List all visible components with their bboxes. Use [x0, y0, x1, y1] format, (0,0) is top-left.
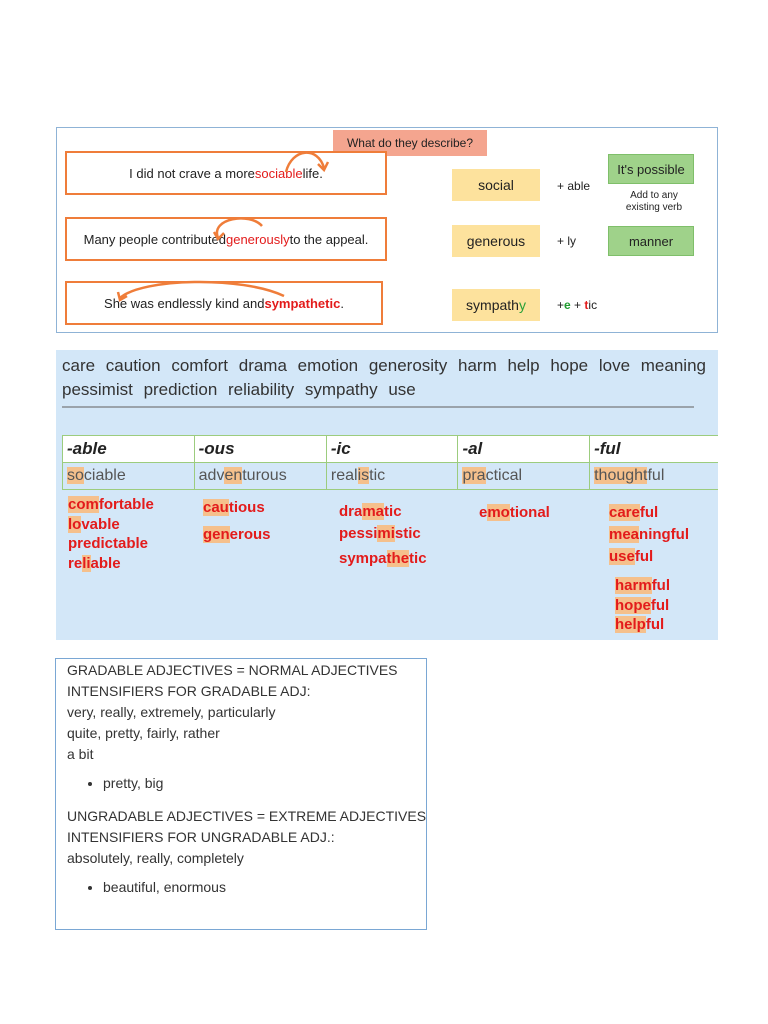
- example-cell: [458, 463, 590, 490]
- root-word: generous: [466, 233, 526, 249]
- plus-sign: +: [557, 298, 565, 312]
- note-line: a bit: [67, 746, 94, 762]
- list-item: [68, 534, 154, 554]
- example-highlight: en: [224, 467, 243, 484]
- example-rest: turous: [242, 467, 287, 484]
- word-rest: dictable: [91, 535, 149, 552]
- list-item: [339, 501, 427, 523]
- list-item: [615, 615, 670, 635]
- word-start: e: [479, 504, 488, 521]
- column-header: -ful: [590, 436, 718, 463]
- example-cell: [63, 463, 195, 490]
- word-rest: ful: [645, 616, 665, 633]
- curve-arrow-icon: [112, 276, 292, 302]
- suffix-letter: t: [584, 298, 589, 312]
- word-highlight: use: [609, 548, 635, 565]
- example-rest: ctical: [485, 467, 523, 484]
- root-word: social: [478, 177, 514, 193]
- word-rest: tional: [509, 504, 550, 521]
- ful-word-column-2: [615, 576, 670, 635]
- possible-box: It's possible: [608, 154, 694, 184]
- word-highlight: com: [68, 496, 99, 513]
- word-highlight: mea: [609, 526, 640, 543]
- word-rest: ful: [634, 548, 654, 565]
- example-highlight: is: [357, 467, 370, 484]
- highlighted-word: generously: [225, 231, 290, 247]
- word-highlight: mo: [487, 504, 510, 521]
- example-highlight: pra: [462, 467, 486, 484]
- manner-box: manner: [608, 226, 694, 256]
- list-item: [339, 548, 427, 570]
- example-start: adv: [198, 467, 225, 484]
- root-word-ending: y: [518, 297, 526, 313]
- column-header: -able: [63, 436, 195, 463]
- word-rest: tic: [409, 550, 427, 567]
- bullet-item: • pretty, big: [103, 773, 426, 794]
- note-line: GRADABLE ADJECTIVES = NORMAL ADJECTIVES: [67, 662, 398, 678]
- suffix-letters: ic: [588, 298, 598, 312]
- example-cell: [326, 463, 458, 490]
- list-item: [203, 494, 271, 521]
- suffix-label: + ly: [557, 234, 577, 248]
- sentence-text: life.: [302, 165, 323, 181]
- highlighted-word: sympathetic: [264, 295, 341, 311]
- suffix-letter: e: [564, 298, 571, 312]
- note-line: quite, pretty, fairly, rather: [67, 725, 220, 741]
- note-line: UNGRADABLE ADJECTIVES = EXTREME ADJECTIVES: [67, 808, 427, 824]
- bullet-list: [67, 877, 426, 898]
- sentence-box-1: [65, 151, 387, 195]
- possible-note: Add to any existing verb: [625, 190, 683, 213]
- word-highlight: hope: [615, 596, 651, 614]
- list-item: [615, 596, 670, 616]
- root-word-box: [452, 289, 540, 321]
- note-line: INTENSIFIERS FOR UNGRADABLE ADJ.:: [67, 829, 335, 845]
- list-item: [339, 523, 427, 545]
- ous-word-column: [203, 494, 271, 548]
- curve-arrow-icon: [210, 214, 268, 242]
- root-word-box: [452, 169, 540, 201]
- suffix-label: + able: [557, 179, 591, 193]
- list-item: [609, 546, 689, 568]
- suffix-table-panel: [56, 350, 718, 640]
- column-header: -ic: [326, 436, 458, 463]
- root-word-box: [452, 225, 540, 257]
- root-word: sympath: [466, 297, 519, 313]
- suffix-label: [557, 298, 597, 312]
- diagram-header: What do they describe?: [333, 130, 487, 156]
- example-rest: tic: [369, 467, 386, 484]
- word-rest: ningful: [639, 526, 690, 543]
- bullet-item: • beautiful, enormous: [103, 877, 426, 898]
- example-cell: [590, 463, 718, 490]
- list-item: [68, 554, 154, 574]
- suffix-table: [62, 435, 718, 490]
- able-word-column: [68, 495, 154, 573]
- divider: [62, 406, 694, 408]
- word-highlight: help: [615, 616, 646, 633]
- ic-word-column: [339, 501, 427, 570]
- word-rest: able: [90, 554, 121, 572]
- example-rest: ful: [647, 467, 665, 484]
- column-header: -al: [458, 436, 590, 463]
- word-highlight: cau: [203, 499, 229, 516]
- word-highlight: mi: [377, 525, 395, 542]
- word-rest: tic: [384, 503, 402, 520]
- sentence-text: She was endlessly kind and: [104, 295, 265, 311]
- word-start: re: [68, 554, 83, 572]
- list-item: [609, 502, 689, 524]
- word-rest: erous: [229, 526, 271, 543]
- example-highlight: thought: [594, 467, 648, 484]
- word-start: sympa: [339, 550, 387, 567]
- list-item: [203, 521, 271, 548]
- word-rest: ful: [650, 596, 670, 614]
- table-example-row: [63, 463, 719, 490]
- word-highlight: lo: [68, 515, 82, 533]
- word-highlight: li: [82, 554, 91, 572]
- list-item: [609, 524, 689, 546]
- curve-arrow-icon: [282, 146, 332, 176]
- sentence-text: .: [340, 295, 344, 311]
- word-start: pessi: [339, 525, 378, 542]
- note-line: very, really, extremely, particularly: [67, 704, 276, 720]
- word-start: pre: [68, 535, 92, 552]
- list-item: [68, 495, 154, 515]
- list-item: [615, 576, 670, 596]
- word-rest: tious: [228, 499, 265, 516]
- example-start: real: [330, 467, 358, 484]
- note-line: INTENSIFIERS FOR GRADABLE ADJ:: [67, 683, 311, 699]
- sentence-text: I did not crave a more: [129, 165, 255, 181]
- word-rest: vable: [81, 515, 120, 533]
- word-highlight: the: [386, 550, 410, 567]
- example-cell: [194, 463, 326, 490]
- word-rest: stic: [394, 525, 421, 542]
- bullet-list: [67, 773, 426, 794]
- list-item: [479, 503, 550, 523]
- table-header-row: [63, 436, 719, 463]
- word-highlight: care: [609, 504, 640, 521]
- word-highlight: gen: [203, 526, 230, 543]
- word-highlight: ma: [362, 503, 385, 520]
- example-rest: ciable: [83, 467, 126, 484]
- highlighted-word: sociable: [254, 165, 303, 181]
- word-rest: ful: [651, 577, 671, 594]
- al-word-column: [479, 503, 550, 523]
- word-start: dra: [339, 503, 363, 520]
- example-highlight: so: [67, 467, 84, 484]
- plus-sign: +: [574, 298, 582, 312]
- ful-word-column: [609, 502, 689, 568]
- word-rest: fortable: [98, 496, 154, 513]
- adjectives-notes-panel: [55, 658, 427, 930]
- word-list: care caution comfort drama emotion generosity harm help hope love meaning pessimist prediction reliability sympathy use: [62, 356, 706, 399]
- word-rest: ful: [639, 504, 659, 521]
- sentence-text: Many people contributed: [83, 231, 226, 247]
- list-item: [68, 515, 154, 535]
- sentence-text: to the appeal.: [289, 231, 369, 247]
- column-header: -ous: [194, 436, 326, 463]
- suffix-diagram-panel: [56, 127, 718, 333]
- note-line: absolutely, really, completely: [67, 850, 244, 866]
- word-highlight: harm: [615, 577, 652, 594]
